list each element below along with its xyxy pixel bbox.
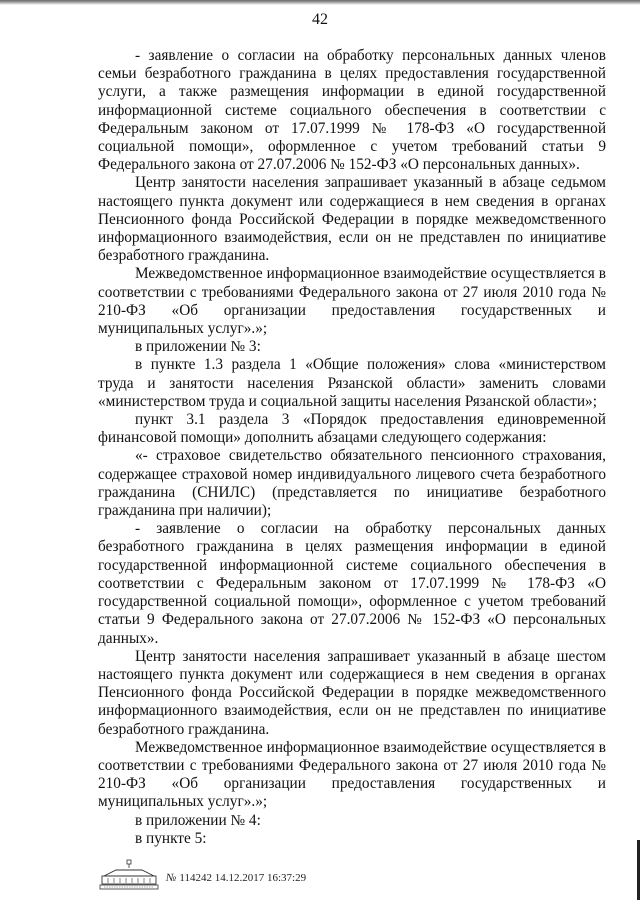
document-registration-info — [166, 871, 306, 885]
paragraph: в пункте 1.3 раздела 1 «Общие положения» слова «министерством труда и занятости населения Рязанской области» заменить словами «министерством труда и социальной защиты населения Рязанской области»; — [98, 356, 606, 410]
paragraph: - заявление о согласии на обработку персональных данных членов семьи безработного гражданина в целях предоставления государственной услуги, а также размещения информации в единой государственной информационной системе социального обеспечения в соответствии с Федеральным законом от 17.07.1999 № 178-ФЗ «О государственной социальной помощи», оформленное с учетом требований статьи 9 Федерального закона от 27.07.2006 № 152-ФЗ «О персональных данных». — [98, 47, 606, 174]
paragraph: Центр занятости населения запрашивает указанный в абзаце шестом настоящего пункта документ или содержащиеся в нем сведения в органах Пенсионного фонда Российской Федерации в порядке межведомственного информационного взаимодействия, если он не представлен по инициативе безработного гражданина. — [98, 647, 606, 738]
scan-top-edge — [0, 0, 640, 5]
registry-stamp-icon — [98, 858, 160, 890]
document-number-sign: № — [166, 872, 177, 884]
paragraph: Межведомственное информационное взаимодействие осуществляется в соответствии с требованиями Федерального закона от 27 июля 2010 года № 210-ФЗ «Об организации предоставления государственных и муниципальных услуг».»; — [98, 265, 606, 338]
paragraph: пункт 3.1 раздела 3 «Порядок предоставления единовременной финансовой помощи» дополнить абзацами следующего содержания: — [98, 411, 606, 447]
paragraph: Центр занятости населения запрашивает указанный в абзаце седьмом настоящего пункта документ или содержащиеся в нем сведения в органах Пенсионного фонда Российской Федерации в порядке межведомственного информационного взаимодействия, если он не представлен по инициативе безработного гражданина. — [98, 174, 606, 265]
paragraph: в приложении № 4: — [135, 811, 261, 829]
page-number: 42 — [312, 11, 328, 28]
paragraph: «- страховое свидетельство обязательного пенсионного страхования, содержащее страховой номер индивидуального лицевого счета безработного гражданина (СНИЛС) (представляется по инициативе безработного гражданина при наличии); — [98, 447, 606, 520]
paragraph: в пункте 5: — [135, 829, 207, 847]
paragraph: Межведомственное информационное взаимодействие осуществляется в соответствии с требованиями Федерального закона от 27 июля 2010 года № 210-ФЗ «Об организации предоставления государственных и муниципальных услуг».»; — [98, 738, 606, 811]
paragraph: в приложении № 3: — [135, 338, 261, 356]
document-registration-number: 114242 14.12.2017 16:37:29 — [179, 872, 307, 884]
document-footer — [98, 858, 358, 890]
document-body — [98, 47, 606, 848]
paragraph: - заявление о согласии на обработку персональных данных безработного гражданина в целях размещения информации в единой государственной информационной системе социального обеспечения в соответствии с Федеральным законом от 17.07.1999 № 178-ФЗ «О государственной социальной помощи», оформленное с учетом требований статьи 9 Федерального закона от 27.07.2006 № 152-ФЗ «О персональных данных». — [98, 520, 606, 647]
